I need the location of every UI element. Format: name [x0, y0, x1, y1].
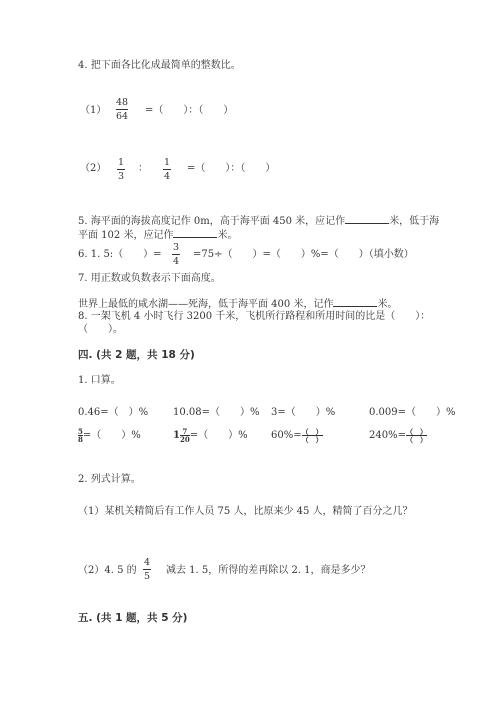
- oral-r2-c2: [173, 428, 248, 444]
- frac-numerator: 1: [117, 157, 125, 168]
- frac-denominator: 8: [78, 435, 83, 444]
- q5-line2: [78, 227, 237, 242]
- frac-denominator: 4: [163, 171, 171, 182]
- q4-item2-label: （2）: [80, 163, 107, 174]
- frac-bar: [172, 254, 180, 255]
- section5-title: 五. (共 1 题，共 5 分): [78, 612, 188, 624]
- q7-text-a: 世界上最低的咸水湖——死海，低于海平面 400 米，记作: [78, 299, 334, 310]
- frac-numerator: 5: [78, 427, 83, 436]
- frac-numerator: （ ）: [405, 427, 427, 436]
- answer-blank: [333, 296, 377, 307]
- q7-title: 7. 用正数或负数表示下面高度。: [78, 273, 221, 284]
- frac-numerator: 1: [163, 157, 171, 168]
- q8-line1: 8. 一架飞机 4 小时飞行 3200 千米，飞机所行路程和所用时间的比是（ ）：: [78, 311, 431, 322]
- q4-title: 4. 把下面各比化成最简单的整数比。: [78, 60, 241, 71]
- q6-fraction: [172, 242, 180, 267]
- frac-bar: [117, 169, 125, 170]
- frac-numerator: 4: [143, 557, 151, 568]
- oral-r2-c1: [78, 428, 141, 444]
- answer-blank: [345, 213, 389, 224]
- frac-bar: [143, 569, 151, 570]
- oral-r2-c3-head: 60%=: [271, 430, 302, 441]
- oral-r2-c3: [271, 428, 323, 444]
- q4-item1-fraction: [116, 97, 128, 122]
- frac-numerator: 3: [172, 242, 180, 253]
- frac-denominator: 64: [116, 111, 129, 122]
- q5-text-b: 米，低于海: [389, 216, 440, 227]
- oral-r1-c1: 0.46=（ ）%: [78, 407, 149, 418]
- q4-item1-label: （1）: [80, 105, 107, 116]
- frac-denominator: 3: [117, 171, 125, 182]
- q4-item2-fraction2: [163, 157, 171, 182]
- q4-item2-answer: =（ ）：（ ）: [187, 163, 276, 174]
- frac-denominator: （ ）: [405, 435, 427, 444]
- frac-bar: [163, 169, 171, 170]
- frac-denominator: 20: [179, 435, 190, 444]
- section4-title: 四. (共 2 题，共 18 分): [78, 349, 195, 361]
- q4-item2-fraction1: [117, 157, 125, 182]
- oral-r1-c3: 3=（ ）%: [271, 407, 336, 418]
- calc-item1: （1）某机关精简后有工作人员 75 人，比原来少 45 人，精简了百分之几？: [78, 506, 413, 517]
- frac-bar: [116, 109, 128, 110]
- answer-blank: [173, 227, 217, 238]
- oral-r2-c2-tail: =（ ）%: [189, 430, 248, 441]
- oral-title: 1. 口算。: [78, 375, 121, 386]
- calc-title: 2. 列式计算。: [78, 474, 141, 485]
- frac-denominator: 5: [143, 571, 151, 582]
- oral-r2-c4-head: 240%=: [369, 430, 406, 441]
- oral-r2-c1-tail: =（ ）%: [82, 430, 141, 441]
- oral-r2-c4: [369, 428, 427, 444]
- q6-tail: =75÷（ ）=（ ）%=（ ）（填小数）: [193, 249, 414, 260]
- calc-item2-tail: 减去 1. 5，所得的差再除以 2. 1，商是多少？: [166, 565, 371, 576]
- q4-item1-answer: =（ ）：（ ）: [145, 105, 234, 116]
- q7-text-b: 米。: [377, 299, 398, 310]
- fraction: [180, 428, 190, 443]
- frac-denominator: （ ）: [301, 435, 323, 444]
- oral-r1-c4: 0.009=（ ）%: [369, 407, 456, 418]
- q5-text-c: 平面 102 米，应记作: [78, 230, 174, 241]
- frac-numerator: 7: [182, 427, 188, 436]
- q6-head: 6. 1. 5:（ ）=: [78, 249, 162, 260]
- q5-line1: [78, 213, 439, 228]
- calc-item2-head: （2）4. 5 的: [78, 565, 137, 576]
- calc-item2-fraction: [143, 557, 151, 582]
- q4-item2-colon: ：: [138, 163, 148, 174]
- mixed-whole: 1: [173, 430, 180, 441]
- fraction: [302, 428, 323, 443]
- frac-denominator: 4: [172, 256, 180, 267]
- oral-r1-c2: 10.08=（ ）%: [173, 407, 260, 418]
- q7-line: [78, 296, 397, 311]
- fraction: [406, 428, 427, 443]
- frac-numerator: 48: [116, 97, 129, 108]
- q5-text-d: 米。: [217, 230, 238, 241]
- frac-numerator: （ ）: [301, 427, 323, 436]
- q5-text-a: 5. 海平面的海拔高度记作 0m，高于海平面 450 米，应记作: [78, 216, 346, 227]
- q8-line2: （ ）。: [78, 324, 123, 335]
